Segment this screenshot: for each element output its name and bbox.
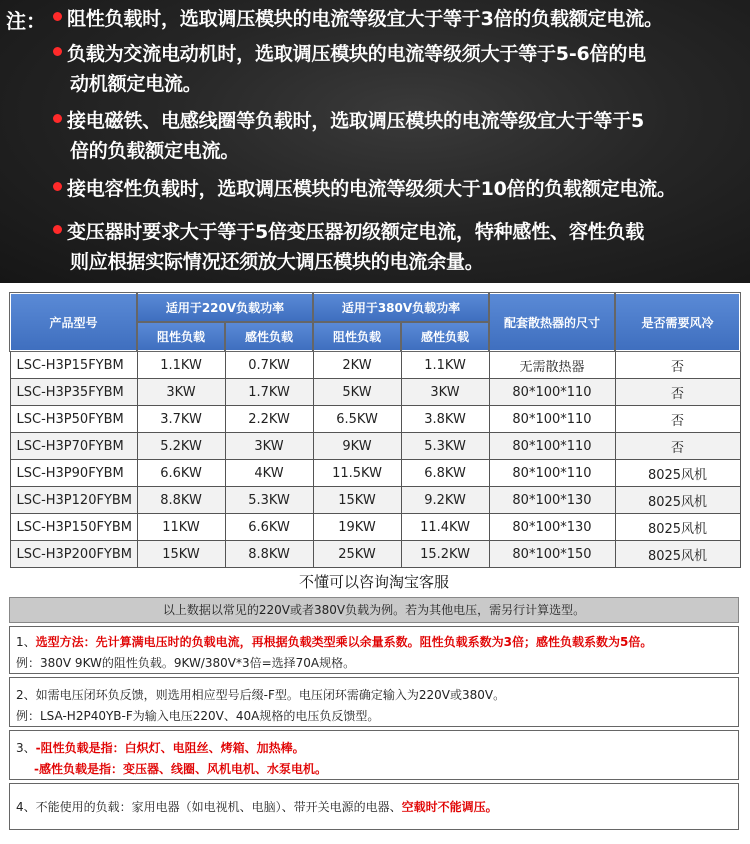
cell-220v-inductive: 6.6KW xyxy=(225,514,313,541)
header-model: 产品型号 xyxy=(10,293,137,351)
header-220v-group: 适用于220V负载功率 xyxy=(137,293,313,322)
header-heatsink: 配套散热器的尺寸 xyxy=(489,293,615,351)
section-3-num: 3、 xyxy=(16,741,36,755)
cell-220v-inductive: 5.3KW xyxy=(225,487,313,514)
cell-380v-inductive: 1.1KW xyxy=(401,351,489,379)
cell-fan: 否 xyxy=(615,351,740,379)
cell-fan: 8025风机 xyxy=(615,541,740,568)
note-3-line-2: 倍的负载额定电流。 xyxy=(70,140,240,162)
table-row xyxy=(10,406,740,433)
cell-model: LSC-H3P50FYBM xyxy=(10,406,137,433)
cell-heatsink: 80*100*150 xyxy=(489,541,615,568)
cell-220v-inductive: 0.7KW xyxy=(225,351,313,379)
note-2-line-1: 负载为交流电动机时，选取调压模块的电流等级须大于等于5-6倍的电 xyxy=(67,43,646,65)
section-4-line xyxy=(16,798,498,815)
notes-panel xyxy=(0,0,750,283)
header-220v-resistive: 阻性负载 xyxy=(137,322,225,351)
section-3-load-types xyxy=(9,730,739,780)
cell-220v-resistive: 1.1KW xyxy=(137,351,225,379)
header-fan: 是否需要风冷 xyxy=(615,293,740,351)
cell-380v-resistive: 11.5KW xyxy=(313,460,401,487)
section-1-num: 1、 xyxy=(16,635,36,649)
table-row xyxy=(10,514,740,541)
cell-220v-resistive: 5.2KW xyxy=(137,433,225,460)
cell-fan: 8025风机 xyxy=(615,514,740,541)
notes-prefix: 注： xyxy=(6,9,46,33)
cell-380v-resistive: 19KW xyxy=(313,514,401,541)
cell-heatsink: 无需散热器 xyxy=(489,351,615,379)
table-row xyxy=(10,487,740,514)
section-4-lead: 4、不能使用的负载：家用电器（如电视机、电脑）、带开关电源的电器、 xyxy=(16,800,402,814)
note-2-line-2: 动机额定电流。 xyxy=(70,73,202,95)
section-2-line-2: 例：LSA-H2P40YB-F为输入电压220V、40A规格的电压负反馈型。 xyxy=(16,709,380,723)
cell-220v-resistive: 3KW xyxy=(137,379,225,406)
spec-table-wrapper xyxy=(9,292,739,568)
section-1-example: 例：380V 9KW的阻性负载。9KW/380V*3倍=选择70A规格。 xyxy=(16,656,356,670)
cell-model: LSC-H3P200FYBM xyxy=(10,541,137,568)
cell-380v-resistive: 15KW xyxy=(313,487,401,514)
cell-220v-resistive: 15KW xyxy=(137,541,225,568)
cell-380v-inductive: 3.8KW xyxy=(401,406,489,433)
cell-220v-resistive: 6.6KW xyxy=(137,460,225,487)
cell-220v-inductive: 2.2KW xyxy=(225,406,313,433)
bullet-icon xyxy=(53,47,62,56)
spec-table xyxy=(9,292,741,568)
cell-fan: 8025风机 xyxy=(615,487,740,514)
cell-380v-inductive: 9.2KW xyxy=(401,487,489,514)
note-4-line-1: 接电容性负载时，选取调压模块的电流等级须大于10倍的负载额定电流。 xyxy=(67,178,676,200)
note-3-line-1: 接电磁铁、电感线圈等负载时，选取调压模块的电流等级宜大于等于5 xyxy=(67,110,645,132)
cell-fan: 否 xyxy=(615,406,740,433)
cell-model: LSC-H3P70FYBM xyxy=(10,433,137,460)
cell-220v-inductive: 1.7KW xyxy=(225,379,313,406)
cell-heatsink: 80*100*110 xyxy=(489,406,615,433)
common-voltage-note: 以上数据以常见的220V或者380V负载为例。若为其他电压，需另行计算选型。 xyxy=(9,597,739,623)
bullet-icon xyxy=(53,12,62,21)
cell-220v-resistive: 11KW xyxy=(137,514,225,541)
table-row xyxy=(10,351,740,379)
bullet-icon xyxy=(53,182,62,191)
section-3-resistive: -阻性负载是指：白炽灯、电阻丝、烤箱、加热棒。 xyxy=(35,741,305,755)
cell-380v-resistive: 5KW xyxy=(313,379,401,406)
table-row xyxy=(10,379,740,406)
cell-fan: 8025风机 xyxy=(615,460,740,487)
cell-fan: 否 xyxy=(615,433,740,460)
section-2-feedback xyxy=(9,677,739,727)
cell-heatsink: 80*100*110 xyxy=(489,433,615,460)
cell-heatsink: 80*100*130 xyxy=(489,487,615,514)
section-1-selection-method xyxy=(9,626,739,674)
section-4-unsupported xyxy=(9,783,739,830)
cell-220v-inductive: 8.8KW xyxy=(225,541,313,568)
table-row xyxy=(10,460,740,487)
cell-220v-inductive: 4KW xyxy=(225,460,313,487)
table-row xyxy=(10,541,740,568)
bullet-icon xyxy=(53,114,62,123)
bullet-icon xyxy=(53,225,62,234)
cell-380v-resistive: 6.5KW xyxy=(313,406,401,433)
cell-220v-resistive: 3.7KW xyxy=(137,406,225,433)
cell-model: LSC-H3P90FYBM xyxy=(10,460,137,487)
cell-380v-resistive: 25KW xyxy=(313,541,401,568)
cell-380v-inductive: 5.3KW xyxy=(401,433,489,460)
cell-220v-resistive: 8.8KW xyxy=(137,487,225,514)
cell-model: LSC-H3P150FYBM xyxy=(10,514,137,541)
cell-380v-inductive: 6.8KW xyxy=(401,460,489,487)
cell-380v-resistive: 9KW xyxy=(313,433,401,460)
header-380v-inductive: 感性负载 xyxy=(401,322,489,351)
consult-customer-service: 不懂可以咨询淘宝客服 xyxy=(9,571,739,595)
note-1-line-1: 阻性负载时，选取调压模块的电流等级宜大于等于3倍的负载额定电流。 xyxy=(67,8,663,30)
cell-220v-inductive: 3KW xyxy=(225,433,313,460)
table-row xyxy=(10,433,740,460)
cell-380v-resistive: 2KW xyxy=(313,351,401,379)
cell-heatsink: 80*100*130 xyxy=(489,514,615,541)
note-5-line-2: 则应根据实际情况还须放大调压模块的电流余量。 xyxy=(70,251,484,273)
section-4-warning: 空载时不能调压。 xyxy=(401,800,498,814)
section-2-line-1: 2、如需电压闭环负反馈，则选用相应型号后缀-F型。电压闭环需确定输入为220V或380V。 xyxy=(16,688,506,702)
cell-380v-inductive: 15.2KW xyxy=(401,541,489,568)
section-3-inductive: -感性负载是指：变压器、线圈、风机电机、水泵电机。 xyxy=(34,762,327,776)
section-1-line-1 xyxy=(16,633,652,650)
cell-model: LSC-H3P15FYBM xyxy=(10,351,137,379)
cell-model: LSC-H3P120FYBM xyxy=(10,487,137,514)
note-5-line-1: 变压器时要求大于等于5倍变压器初级额定电流，特种感性、容性负载 xyxy=(67,221,645,243)
header-380v-group: 适用于380V负载功率 xyxy=(313,293,489,322)
header-220v-inductive: 感性负载 xyxy=(225,322,313,351)
cell-380v-inductive: 3KW xyxy=(401,379,489,406)
header-380v-resistive: 阻性负载 xyxy=(313,322,401,351)
cell-fan: 否 xyxy=(615,379,740,406)
section-1-title: 选型方法：先计算满电压时的负载电流，再根据负载类型乘以余量系数。阻性负载系数为3倍；感性负载系数为5倍。 xyxy=(35,635,653,649)
cell-model: LSC-H3P35FYBM xyxy=(10,379,137,406)
cell-heatsink: 80*100*110 xyxy=(489,460,615,487)
section-3-line-1 xyxy=(16,739,305,756)
cell-380v-inductive: 11.4KW xyxy=(401,514,489,541)
cell-heatsink: 80*100*110 xyxy=(489,379,615,406)
